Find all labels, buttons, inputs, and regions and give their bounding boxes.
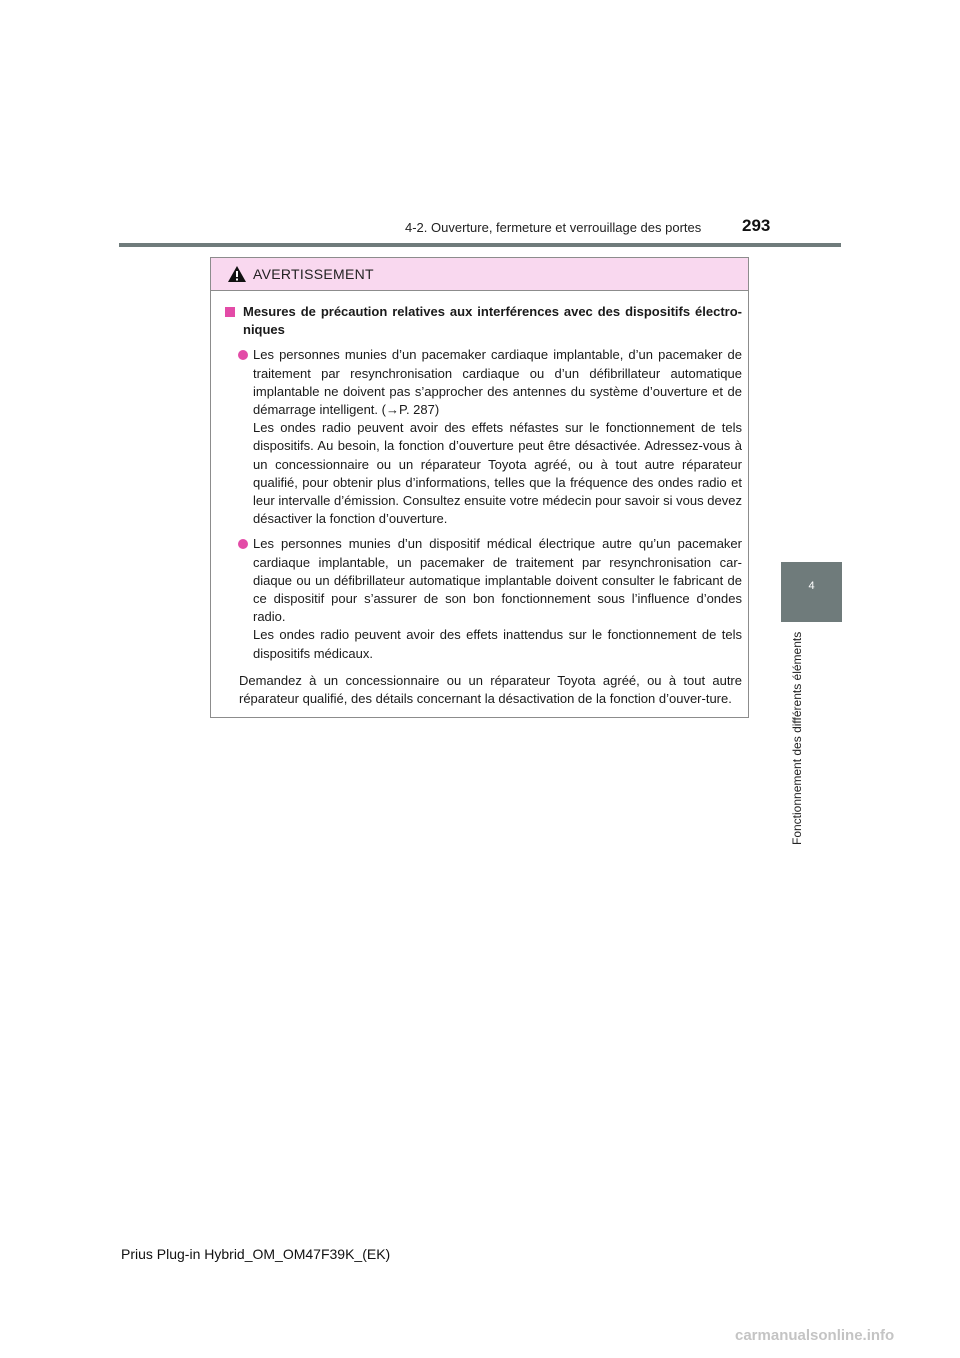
warning-header (211, 258, 748, 291)
warning-triangle-icon (227, 265, 247, 283)
round-bullet-icon (238, 539, 248, 549)
warning-box (210, 257, 749, 718)
header-section-title: 4-2. Ouverture, fermeture et verrouillage des portes (405, 220, 702, 235)
chapter-side-tab (781, 562, 842, 622)
bullet-item (225, 346, 742, 528)
bullet-item (225, 535, 742, 662)
bullet-paragraph: Les ondes radio peuvent avoir des effets néfastes sur le fonctionnement de tels dispositifs. Au besoin, la fonction d’ouverture peut être désactivée. Adressez-vous à un concessionnaire ou un réparateur Toyota agréé, ou à tout autre réparateur qualifié, pour obtenir plus d’informations, telles que la fréquence des ondes radio et leur intervalle d’émission. Consultez ensuite votre médecin pour savoir si vous devez désactiver la fonction d’ouverture. (253, 420, 742, 527)
footer-manual-id: Prius Plug-in Hybrid_OM_OM47F39K_(EK) (121, 1246, 391, 1262)
chapter-number: 4 (808, 580, 815, 592)
square-bullet-icon (225, 307, 235, 317)
watermark: carmanualsonline.info (735, 1327, 895, 1344)
closing-paragraph: Demandez à un concessionnaire ou un réparateur Toyota agréé, ou à tout autre réparateur qualifié, des détails concernant la désactivation de la fonction d’ouver-ture. (239, 672, 742, 707)
bullet-paragraph: Les personnes munies d’un pacemaker cardiaque implantable, d’un pacemaker de traitement par resynchronisation cardiaque ou d’un défibrillateur automatique implantable ne doivent pas s’approcher des antennes du système d’ouverture et de démarrage intelligent. (→P. 287) (253, 347, 742, 418)
bullet-paragraph: Les ondes radio peuvent avoir des effets inattendus sur le fonctionnement de tels dispositifs médicaux. (253, 627, 742, 661)
page-number: 293 (742, 216, 771, 235)
warning-body (211, 291, 748, 708)
header-rule (119, 243, 841, 247)
chapter-side-title: Fonctionnement des différents éléments (790, 632, 804, 846)
bullet-paragraph: Les personnes munies d’un dispositif médical électrique autre qu’un pacemaker cardiaque implantable, un pacemaker de traitement par resynchronisation car-diaque ou un défibrillateur automatique implantable doivent consulter le fabricant de ce dispositif pour s’assurer de son bon fonctionnement sous l’influence d’ondes radio. (253, 536, 742, 625)
section-heading-text: Mesures de précaution relatives aux interférences avec des dispositifs électro-niques (243, 304, 742, 338)
section-heading (225, 303, 742, 339)
warning-title: AVERTISSEMENT (253, 266, 374, 282)
round-bullet-icon (238, 350, 248, 360)
